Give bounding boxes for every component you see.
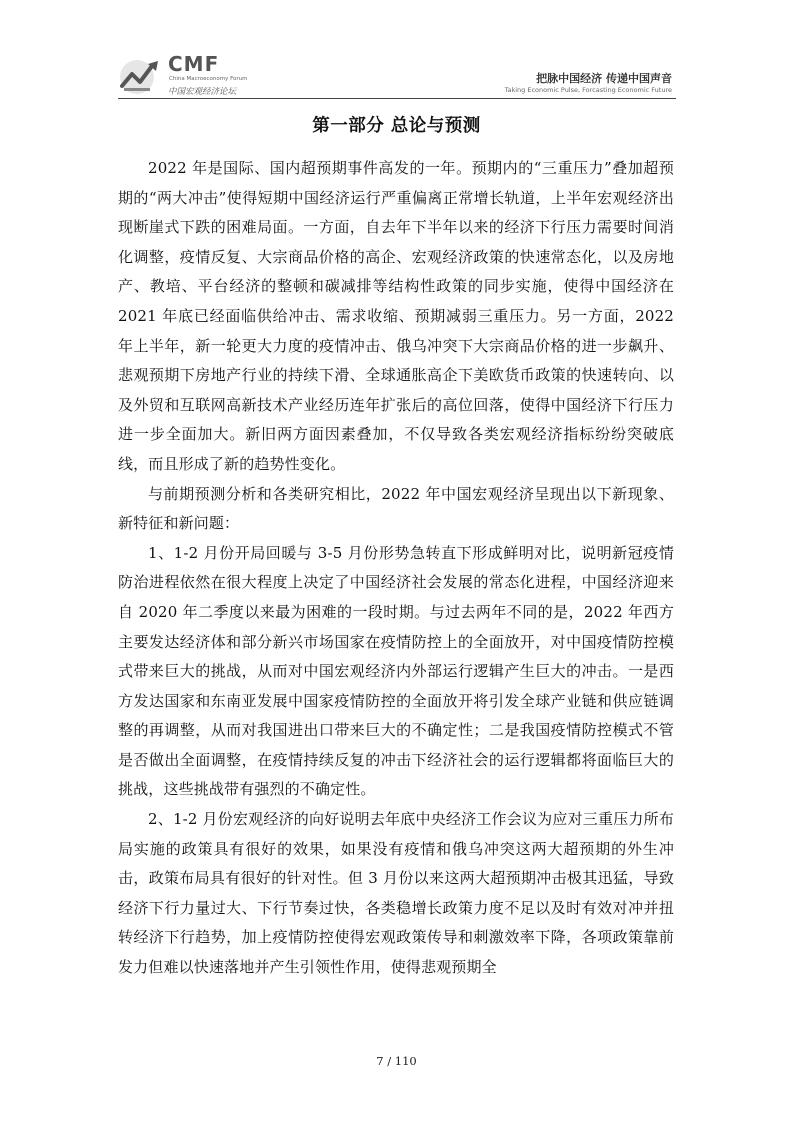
paragraph: 1、1-2 月份开局回暖与 3-5 月份形势急转直下形成鲜明对比，说明新冠疫情防治进程依然在很大程度上决定了中国经济社会发展的常态化进程，中国经济迎来自 2020 年二季度以来最为困难的一段时期。与过去两年不同的是，2022 年西方主要发达经济体和部分新兴市场国家在疫情防控上的全面放开，对中国疫情防控模式带来巨大的挑战，从而对中国宏观经济内外部运行逻辑产生巨大的冲击。一是西方发达国家和东南亚发展中国家疫情防控的全面放开将引发全球产业链和供应链调整的再调整，从而对我国进出口带来巨大的不确定性；二是我国疫情防控模式不管是否做出全面调整，在疫情持续反复的冲击下经济社会的运行逻辑都将面临巨大的挑战，这些挑战带有强烈的不确定性。 [118,543,674,799]
body-text [118,154,674,983]
page-number: 7 / 110 [376,1054,417,1068]
section-title: 第一部分 总论与预测 [312,116,481,136]
slogan-chinese: 把脉中国经济 传递中国声音 [536,72,672,85]
cmf-logo-icon [118,58,164,96]
slogan-english: Taking Economic Pulse, Forcasting Economic Future [504,86,672,94]
logo-subtitle: China Macroeconomy Forum [169,76,248,82]
header-slogan [505,72,672,95]
page-header [118,52,676,99]
logo-text: CMF [168,52,220,76]
cmf-logo [118,54,298,98]
paragraph: 2、1-2 月份宏观经济的向好说明去年底中央经济工作会议为应对三重压力所布局实施的政策具有很好的效果，如果没有疫情和俄乌冲突这两大超预期的外生冲击，政策布局具有很好的针对性。但 3 月份以来这两大超预期冲击极其迅猛，导致经济下行力量过大、下行节奏过快，各类稳增长政策力度不足以及时有效对冲并扭转经济下行趋势，加上疫情防控使得宏观政策传导和刺激效率下降，各项政策靠前发力但难以快速落地并产生引领性作用，使得悲观预期全 [118,810,674,977]
paragraph: 2022 年是国际、国内超预期事件高发的一年。预期内的“三重压力”叠加超预期的“两大冲击”使得短期中国经济运行严重偏离正常增长轨道，上半年宏观经济出现断崖式下跌的困难局面。一方面，自去年下半年以来的经济下行压力需要时间消化调整，疫情反复、大宗商品价格的高企、宏观经济政策的快速常态化，以及房地产、教培、平台经济的整顿和碳减排等结构性政策的同步实施，使得中国经济在 2021 年底已经面临供给冲击、需求收缩、预期减弱三重压力。另一方面，2022 年上半年，新一轮更大力度的疫情冲击、俄乌冲突下大宗商品价格的进一步飙升、悲观预期下房地产行业的持续下滑、全球通胀高企下美欧货币政策的快速转向、以及外贸和互联网高新技术产业经历连年扩张后的高位回落，使得中国经济下行压力进一步全面加大。新旧两方面因素叠加，不仅导致各类宏观经济指标纷纷突破底线，而且形成了新的趋势性变化。 [118,159,674,473]
logo-chinese: 中国宏观经济论坛 [168,87,237,97]
paragraph: 与前期预测分析和各类研究相比，2022 年中国宏观经济呈现出以下新现象、新特征和新问题： [118,484,674,533]
